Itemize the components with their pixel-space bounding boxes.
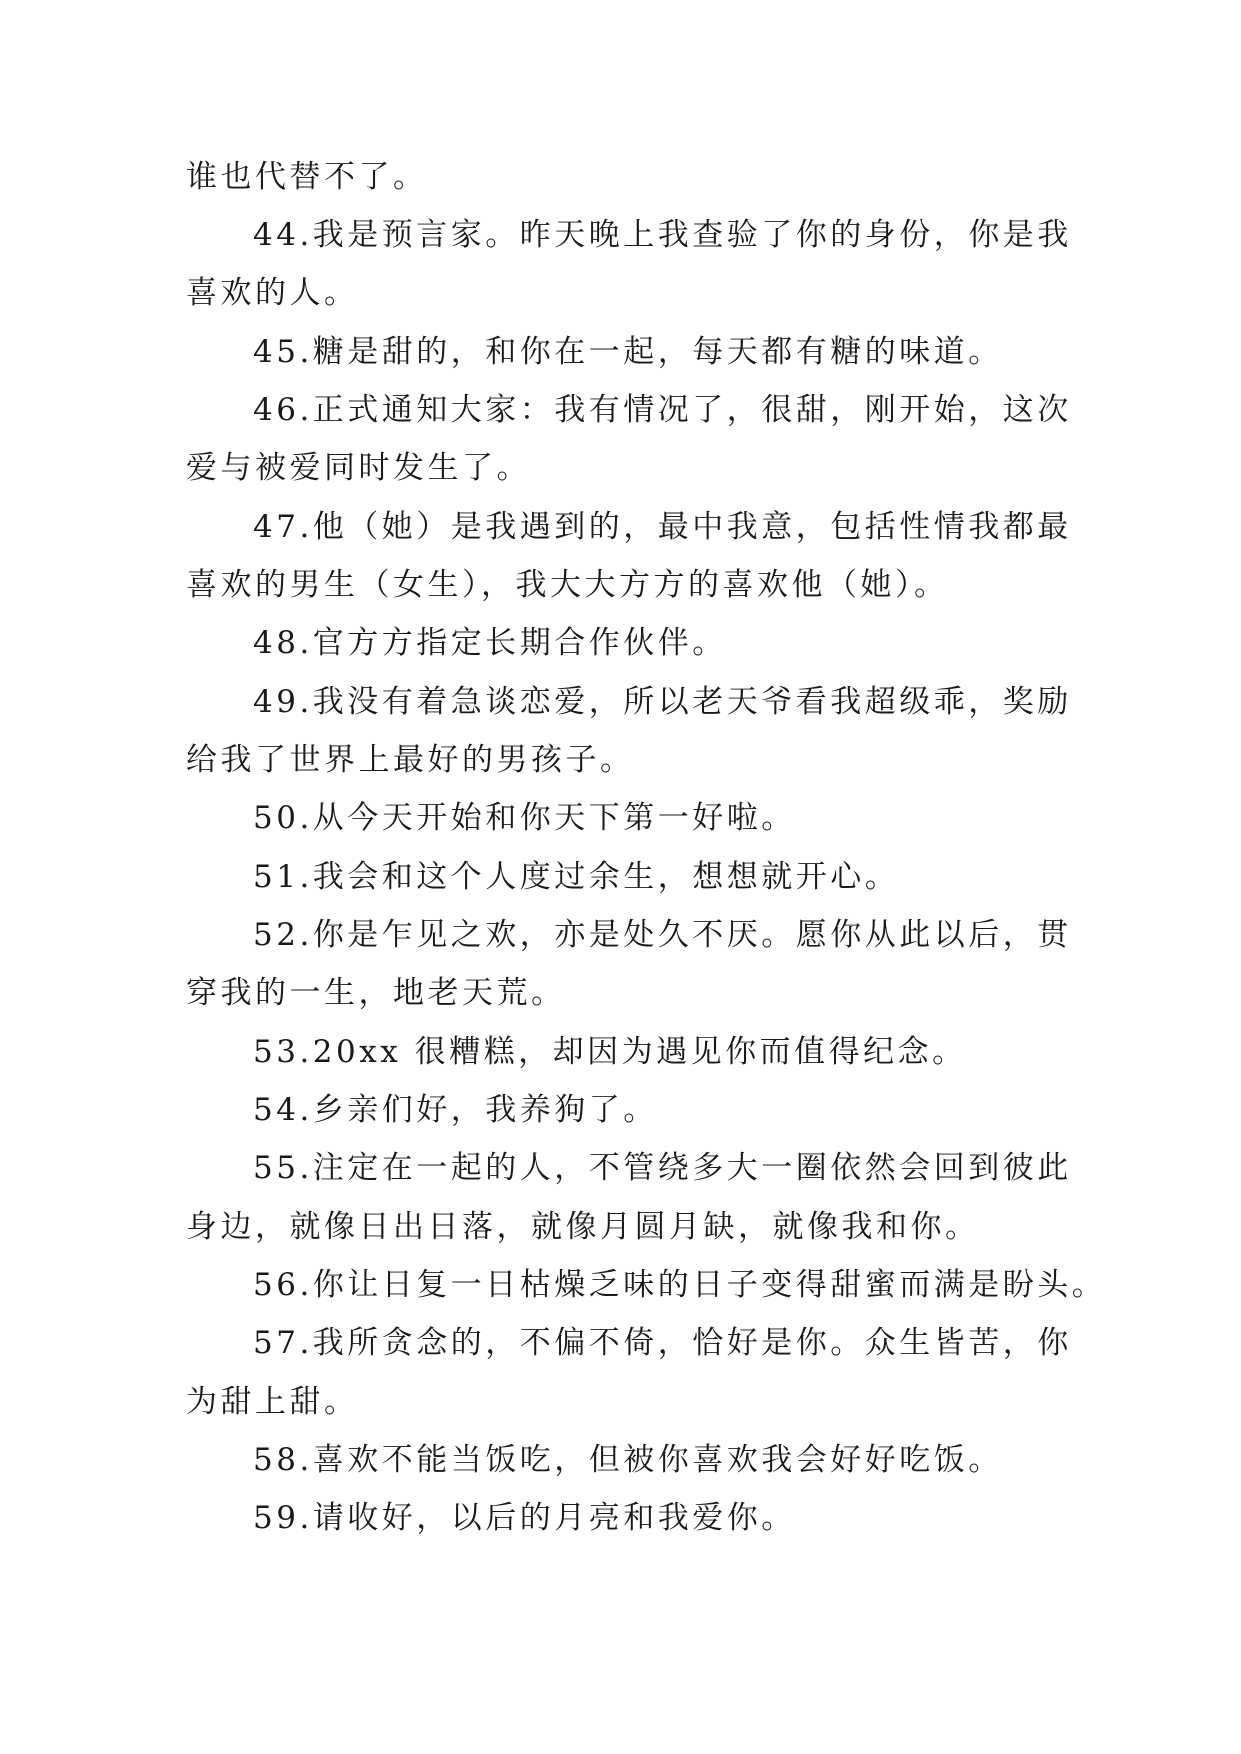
text-line: 53.20xx 很糟糕，却因为遇见你而值得纪念。 bbox=[253, 1034, 967, 1070]
text-line: 54.乡亲们好，我养狗了。 bbox=[253, 1092, 658, 1128]
text-line: 50.从今天开始和你天下第一好啦。 bbox=[253, 800, 796, 836]
text-line: 谁也代替不了。 bbox=[186, 159, 428, 195]
text-line: 52.你是乍见之欢，亦是处久不厌。愿你从此以后，贯 bbox=[253, 917, 1072, 953]
text-line: 身边，就像日出日落，就像月圆月缺，就像我和你。 bbox=[186, 1209, 980, 1245]
text-line: 57.我所贪念的，不偏不倚，恰好是你。众生皆苦，你 bbox=[253, 1325, 1072, 1361]
text-line: 爱与被爱同时发生了。 bbox=[186, 450, 531, 486]
text-line: 喜欢的男生（女生），我大大方方的喜欢他（她）。 bbox=[186, 567, 949, 603]
text-line: 51.我会和这个人度过余生，想想就开心。 bbox=[253, 859, 900, 895]
text-line: 58.喜欢不能当饭吃，但被你喜欢我会好好吃饭。 bbox=[253, 1442, 1003, 1478]
text-line: 喜欢的人。 bbox=[186, 275, 359, 311]
text-line: 47.他（她）是我遇到的，最中我意，包括性情我都最 bbox=[253, 509, 1072, 545]
text-line: 给我了世界上最好的男孩子。 bbox=[186, 742, 635, 778]
text-line: 56.你让日复一日枯燥乏味的日子变得甜蜜而满是盼头。 bbox=[253, 1267, 1107, 1303]
text-line: 为甜上甜。 bbox=[186, 1384, 359, 1420]
text-line: 49.我没有着急谈恋爱，所以老天爷看我超级乖，奖励 bbox=[253, 684, 1072, 720]
text-line: 55.注定在一起的人，不管绕多大一圈依然会回到彼此 bbox=[253, 1150, 1072, 1186]
text-line: 44.我是预言家。昨天晚上我查验了你的身份，你是我 bbox=[253, 217, 1072, 253]
text-line: 48.官方方指定长期合作伙伴。 bbox=[253, 625, 727, 661]
text-line: 45.糖是甜的，和你在一起，每天都有糖的味道。 bbox=[253, 334, 1003, 370]
text-line: 46.正式通知大家：我有情况了，很甜，刚开始，这次 bbox=[253, 392, 1072, 428]
text-line: 59.请收好，以后的月亮和我爱你。 bbox=[253, 1500, 796, 1536]
text-line: 穿我的一生，地老天荒。 bbox=[186, 975, 566, 1011]
